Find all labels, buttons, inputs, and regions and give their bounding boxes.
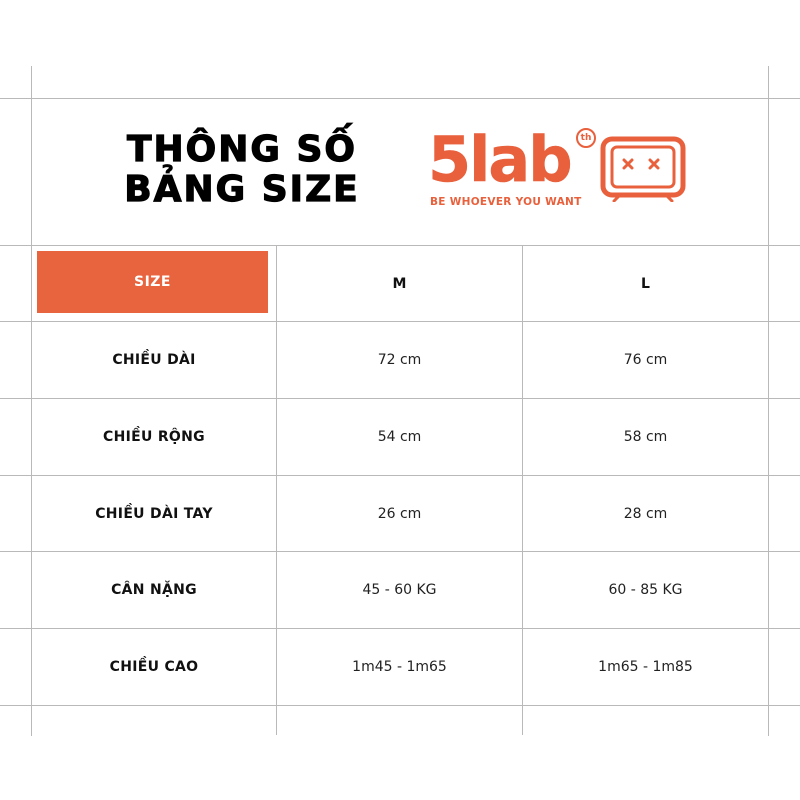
column-header-l: L	[641, 275, 650, 292]
table-cell: 60 - 85 KG	[608, 582, 683, 598]
table-cell: 28 cm	[623, 505, 668, 522]
row-label: CÂN NẶNG	[111, 582, 197, 598]
table-cell: 72 cm	[377, 352, 422, 368]
grid-line-right	[768, 66, 769, 736]
logo-wordmark: 5lab	[428, 123, 571, 196]
table-cell: 26 cm	[377, 505, 422, 522]
column-header-m: M	[392, 275, 407, 292]
row-label: CHIỀU DÀI TAY	[95, 505, 213, 522]
table-cell: 54 cm	[377, 429, 422, 445]
logo-tagline: BE WHOEVER YOU WANT	[430, 196, 582, 208]
page-title	[92, 130, 392, 210]
logo-superscript: th	[576, 128, 596, 148]
title-line-2: BẢNG SIZE	[124, 169, 360, 210]
row-label: CHIỀU DÀI	[112, 352, 196, 368]
row-label: CHIỀU RỘNG	[103, 429, 205, 445]
table-cell: 58 cm	[623, 429, 668, 445]
title-line-1: THÔNG SỐ	[126, 129, 358, 170]
grid-line-row6	[0, 705, 800, 706]
table-cell: 1m65 - 1m85	[598, 659, 693, 675]
table-cell: 45 - 60 KG	[362, 582, 437, 598]
tv-xx-face-icon	[600, 136, 686, 202]
brand-logo	[428, 123, 698, 216]
table-cell: 76 cm	[623, 352, 668, 368]
grid-line-top	[0, 98, 800, 99]
table-cell: 1m45 - 1m65	[352, 659, 447, 675]
row-label: CHIỀU CAO	[109, 659, 199, 675]
size-header-cell: SIZE	[37, 251, 268, 313]
